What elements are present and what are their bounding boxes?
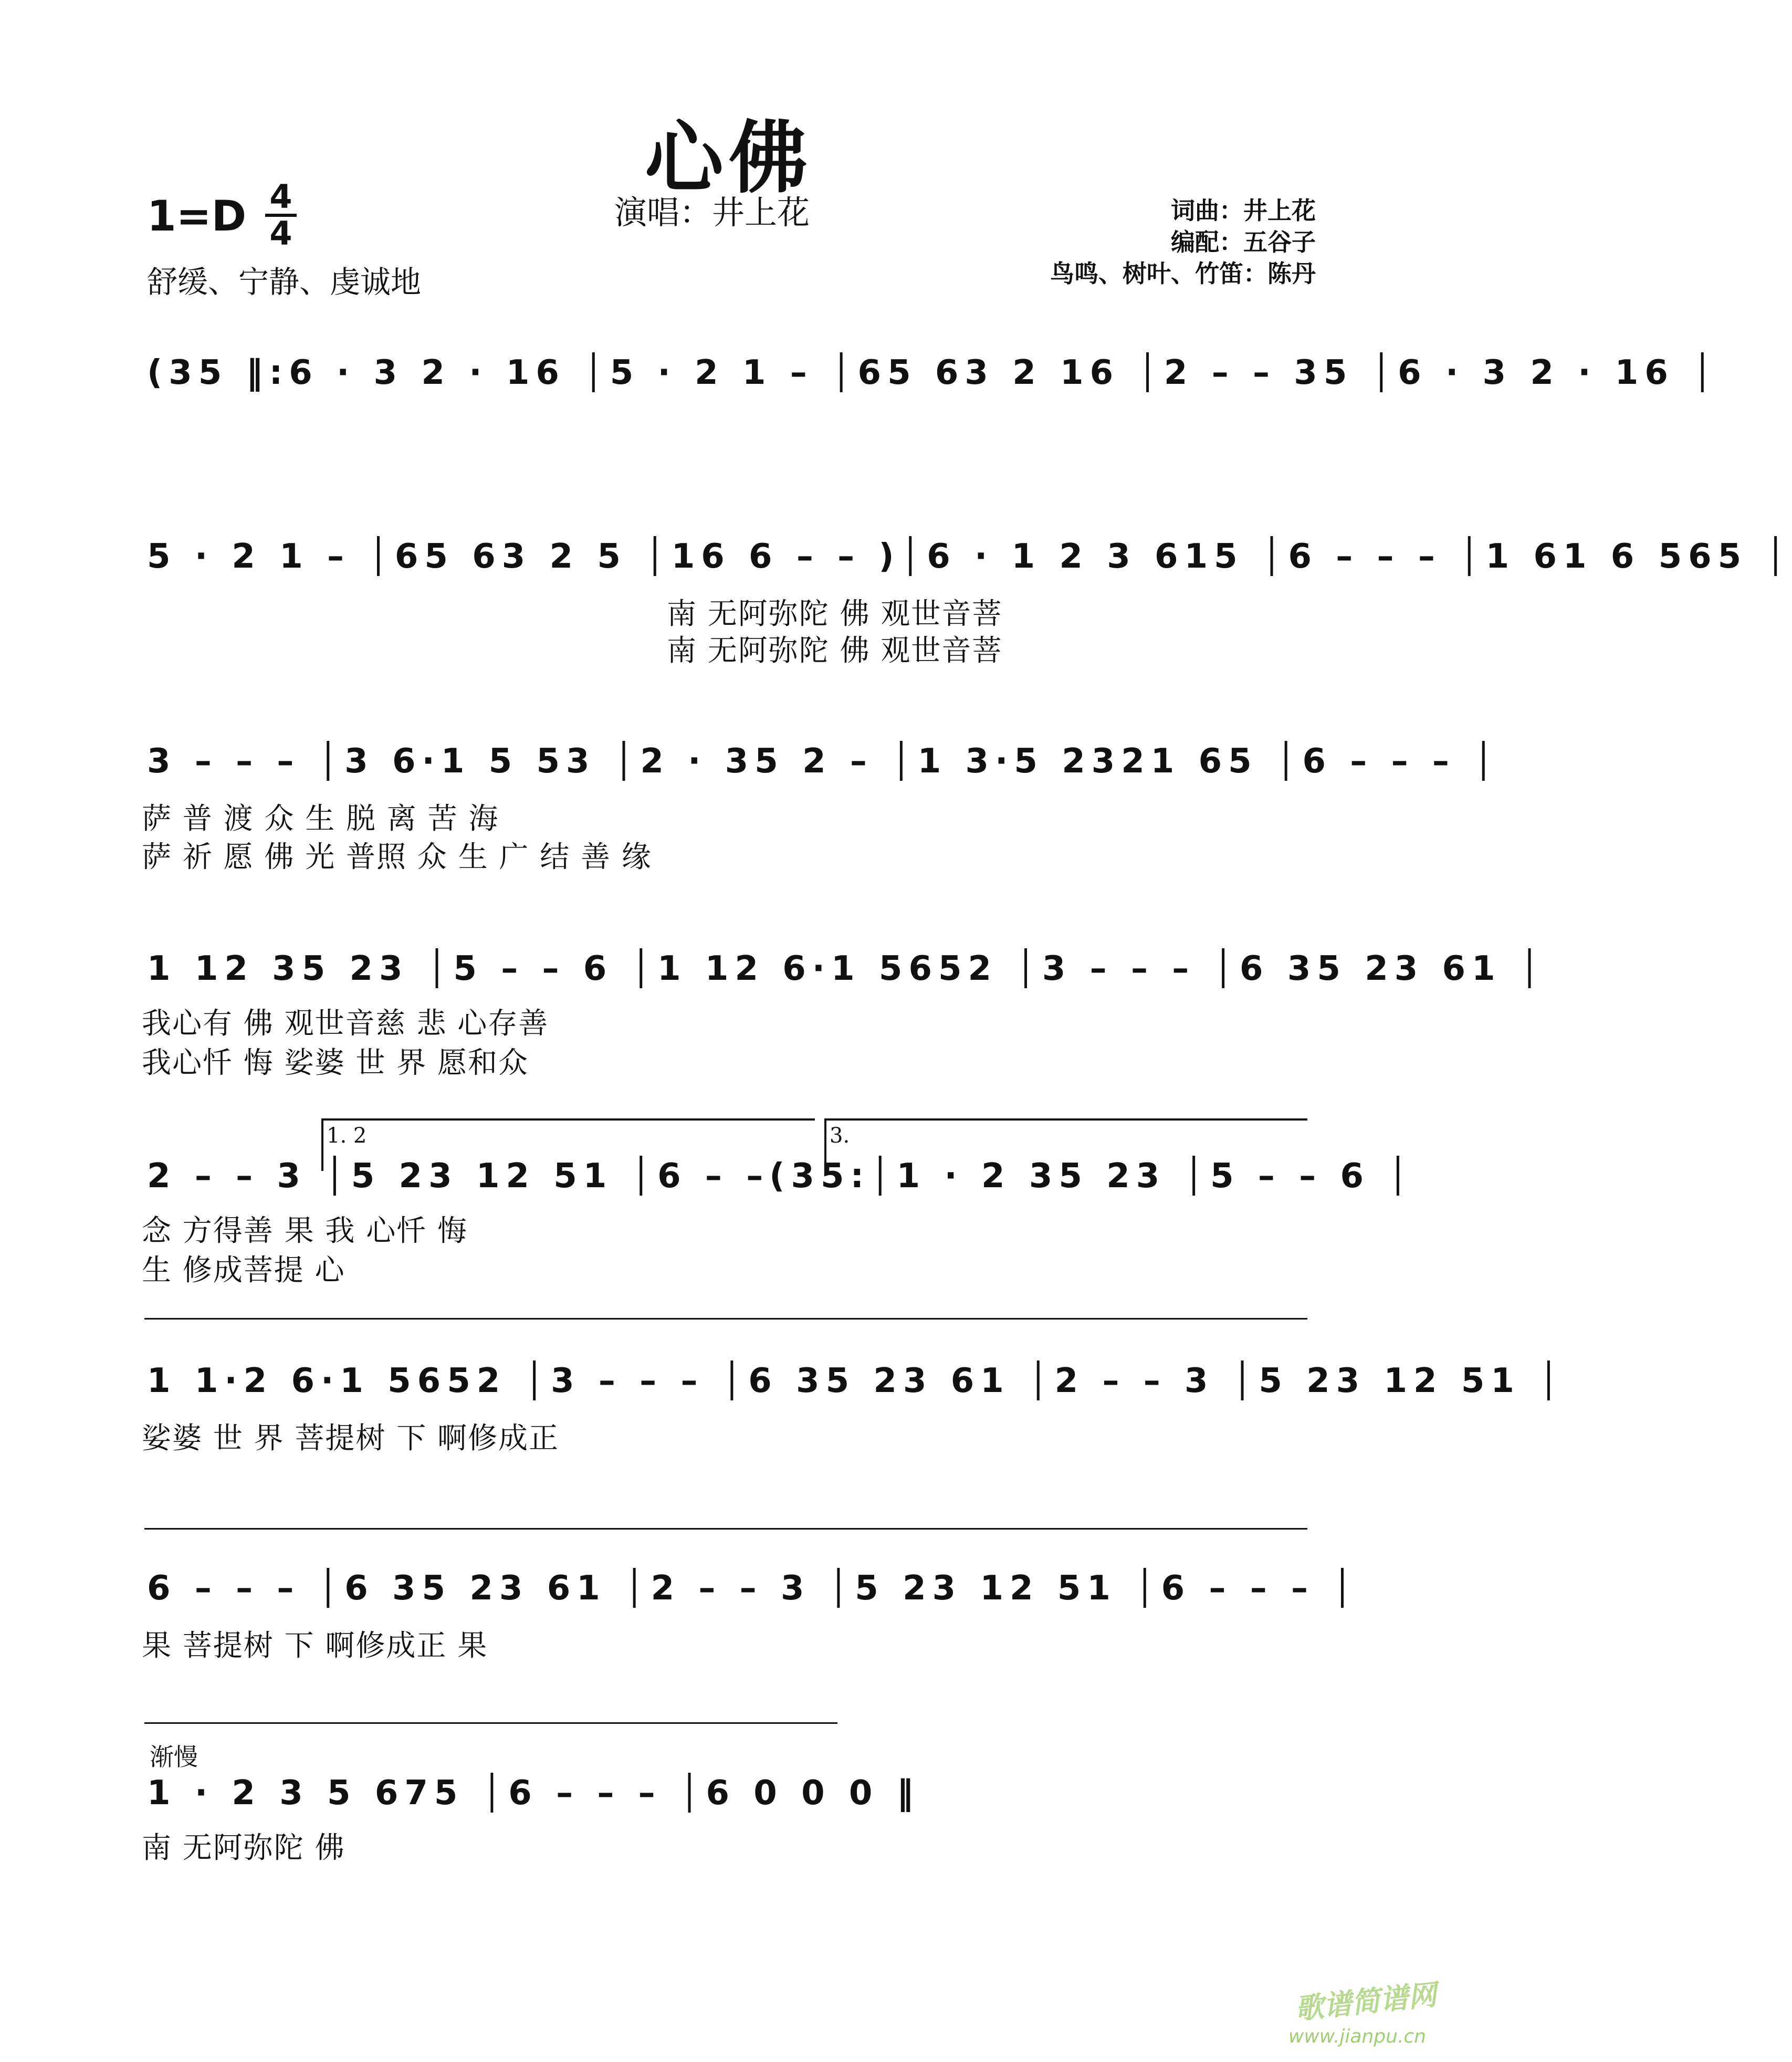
lyric-line-4-verse-2: 我心忏 悔 娑婆 世 界 愿和众 <box>142 1046 529 1080</box>
singer-credit: 演唱：井上花 <box>614 193 810 232</box>
song-title: 心佛 <box>644 112 813 204</box>
staff-line-5: 2 – – 3 │5 23 12 51 │6 – –(35:│1 · 2 35 23 │5 – – 6 │ <box>147 1157 1414 1196</box>
staff-line-1: (35 ‖:6 · 3 2 · 16 │5 · 2 1 – │65 63 2 16 │2 – – 35 │6 · 3 2 · 16 │ <box>147 353 1719 392</box>
lyric-line-8-verse-1: 南 无阿弥陀 佛 <box>142 1831 345 1865</box>
staff-line-8: 1 · 2 3 5 675 │6 – – – │6 0 0 0 ‖ <box>147 1774 920 1813</box>
section-divider-1 <box>144 1318 1307 1320</box>
staff-line-6: 1 1·2 6·1 5652 │3 – – – │6 35 23 61 │2 – – 3 │5 23 12 51 │ <box>147 1362 1565 1400</box>
lyric-line-6-verse-1: 娑婆 世 界 菩提树 下 啊修成正 <box>142 1421 560 1456</box>
rit-bracket <box>144 1722 837 1724</box>
lyric-line-3-verse-1: 萨 普 渡 众 生 脱 离 苦 海 <box>142 802 499 836</box>
staff-line-3: 3 – – – │3 6·1 5 53 │2 · 35 2 – │1 3·5 2321 65 │6 – – – │ <box>147 742 1500 781</box>
volta-label-1: 1. 2 <box>327 1124 367 1148</box>
lyric-line-7-verse-1: 果 菩提树 下 啊修成正 果 <box>142 1629 488 1663</box>
time-top: 4 <box>269 177 292 216</box>
section-divider-2 <box>144 1528 1307 1530</box>
lyric-line-5-verse-1: 念 方得善 果 我 心忏 悔 <box>142 1214 468 1248</box>
instrument-credit: 鸟鸣、树叶、竹笛：陈丹 <box>1050 259 1316 288</box>
lyric-line-4-verse-1: 我心有 佛 观世音慈 悲 心存善 <box>142 1007 549 1041</box>
lyric-line-3-verse-2: 萨 祈 愿 佛 光 普照 众 生 广 结 善 缘 <box>142 840 652 874</box>
tempo-marking: 舒缓、宁静、虔诚地 <box>147 264 422 300</box>
watermark-logo: 歌谱简谱网 <box>1293 1978 1438 2026</box>
volta-label-2: 3. <box>830 1124 850 1148</box>
volta-bracket-1 <box>321 1118 815 1121</box>
time-bottom: 4 <box>269 214 292 253</box>
staff-line-7: 6 – – – │6 35 23 61 │2 – – 3 │5 23 12 51 │6 – – – │ <box>147 1569 1359 1608</box>
staff-line-2: 5 · 2 1 – │65 63 2 5 │16 6 – – )│6 · 1 2 3 615 │6 – – – │1 61 6 565 │ <box>147 537 1792 576</box>
staff-line-4: 1 12 35 23 │5 – – 6 │1 12 6·1 5652 │3 – – – │6 35 23 61 │ <box>147 949 1546 988</box>
lyric-line-2-verse-2: 南 无阿弥陀 佛 观世音菩 <box>667 634 1003 668</box>
lyric-line-5-verse-2: 生 修成菩提 心 <box>142 1253 345 1288</box>
watermark-url: www.jianpu.cn <box>1288 2026 1426 2047</box>
volta-bracket-2 <box>824 1118 1307 1121</box>
key-signature: 1=D <box>147 192 247 240</box>
rit-marking: 渐慢 <box>150 1743 198 1771</box>
arranger-credit: 编配：五谷子 <box>1171 228 1316 256</box>
composer-credit: 词曲：井上花 <box>1171 196 1316 225</box>
time-signature <box>265 177 297 253</box>
lyric-line-2-verse-1: 南 无阿弥陀 佛 观世音菩 <box>667 597 1003 631</box>
